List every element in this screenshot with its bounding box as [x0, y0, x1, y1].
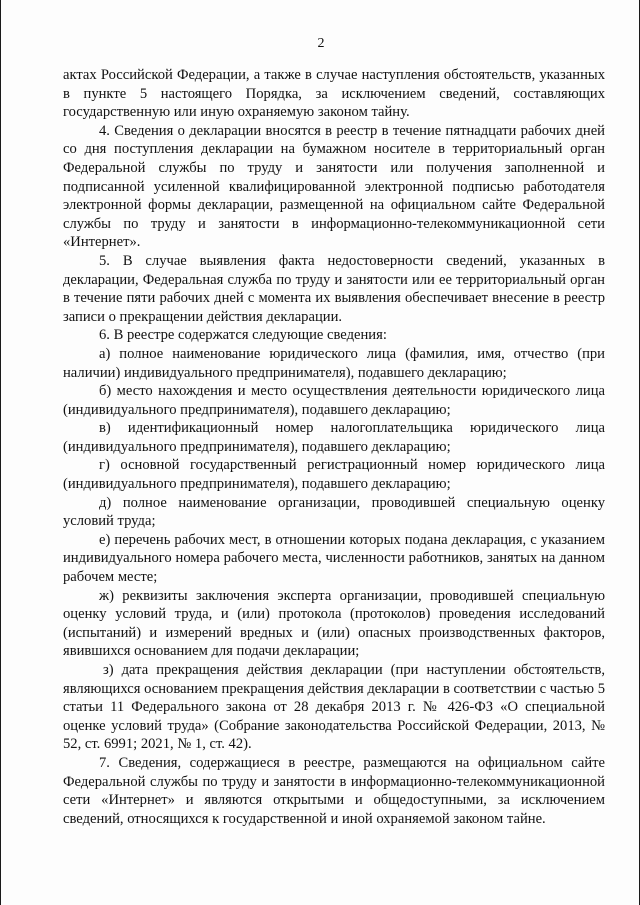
document-body — [63, 66, 605, 828]
subitem-g: г) основной государственный регистрационный номер юридического лица (индивидуального предпринимателя), подавшего декларацию; — [63, 457, 605, 493]
subitem-e: е) перечень рабочих мест, в отношении которых подана декларация, с указанием индивидуального номера рабочего места, численности работников, занятых на данном рабочем месте; — [63, 531, 605, 586]
paragraph-item-6: 6. В реестре содержатся следующие сведения: — [99, 327, 387, 344]
subitem-b: б) место нахождения и место осуществления деятельности юридического лица (индивидуального предпринимателя), подавшего декларацию; — [63, 383, 605, 418]
paragraph-continuation: актах Российской Федерации, а также в случае наступления обстоятельств, указанных в пункте 5 настоящего Порядка, за исключением сведений, составляющих государственную или иную охраняемую законом тайну. — [63, 67, 605, 121]
paragraph-item-4: 4. Сведения о декларации вносятся в реестр в течение пятнадцати рабочих дней со дня поступления декларации на бумажном носителе в территориальный орган Федеральной службы по труду и занятости или получения заполненной и подписанной усиленной квалифицированной электронной подписью работодателя электронной формы декларации, размещенной на официальном сайте Федеральной службы по труду и занятости в информационно-телекоммуникационной сети «Интернет». — [63, 122, 605, 251]
subitem-a: а) полное наименование юридического лица (фамилия, имя, отчество (при наличии) индивидуального предпринимателя), подавшего декларацию; — [63, 345, 605, 381]
subitem-zh: ж) реквизиты заключения эксперта организации, проводившей специальную оценку условий труда, и (или) протокола (протоколов) проведения исследований (испытаний) и измерений вредных и (или) опасных производственных факторов, явившихся основанием для подачи декларации; — [63, 587, 605, 660]
paragraph-item-5: 5. В случае выявления факта недостоверности сведений, указанных в декларации, Федеральная служба по труду и занятости или ее территориальный орган в течение пяти рабочих дней с момента их выявления обеспечивает внесение в реестр записи о прекращении действия декларации. — [63, 252, 605, 325]
subitem-z: з) дата прекращения действия декларации (при наступлении обстоятельств, являющихся основанием прекращения действия декларации в соответствии с частью 5 статьи 11 Федерального закона от 28 декабря 2013 г. № 426-ФЗ «О специальной оценке условий труда» (Собрание законодательства Российской Федерации, 2013, № 52, ст. 6991; 2021, № 1, ст. 42). — [63, 662, 605, 753]
subitem-d: д) полное наименование организации, проводившей специальную оценку условий труда; — [63, 494, 605, 530]
subitem-v: в) идентификационный номер налогоплательщика юридического лица (индивидуального предпринимателя), подавшего декларацию; — [63, 420, 605, 455]
page-number: 2 — [317, 36, 325, 51]
paragraph-item-7: 7. Сведения, содержащиеся в реестре, размещаются на официальном сайте Федеральной службы по труду и занятости в информационно-телекоммуникационной сети «Интернет» и являются открытыми и общедоступными, за исключением сведений, относящихся к государственной и иной охраняемой законом тайне. — [63, 754, 605, 827]
